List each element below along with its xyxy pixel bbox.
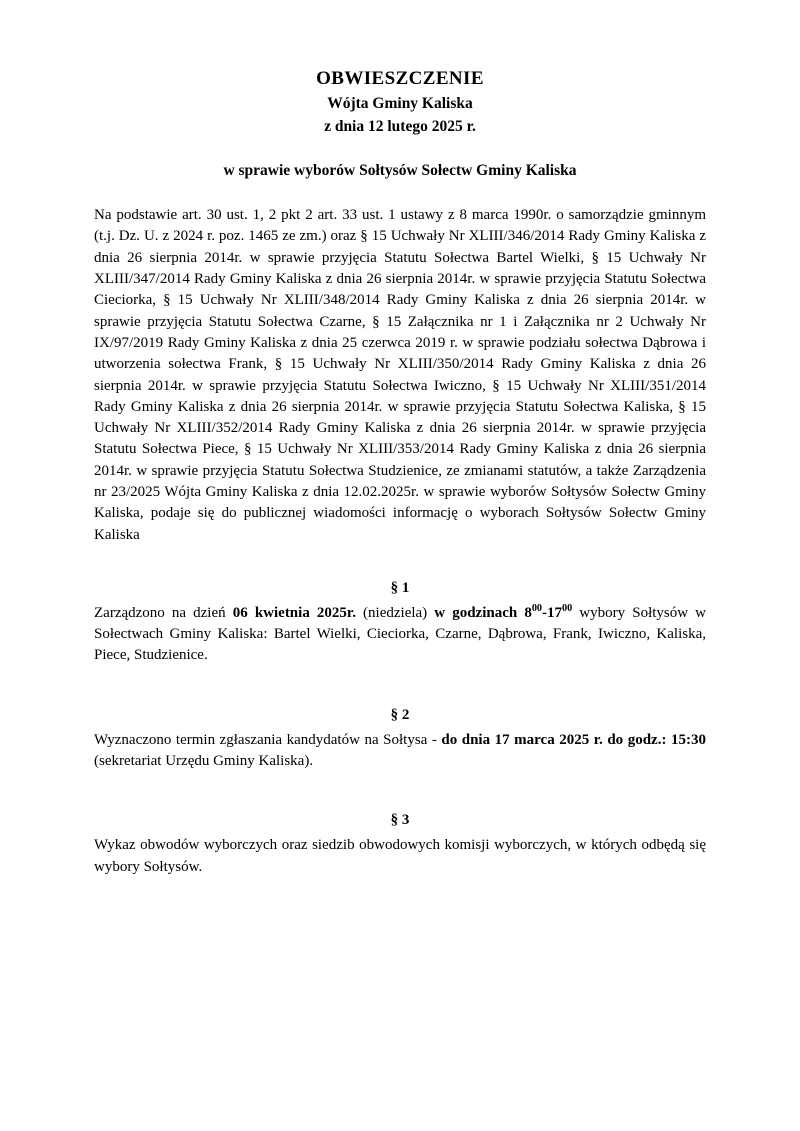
section-1 <box>94 580 706 667</box>
section-1-election-date: 06 kwietnia 2025r. <box>232 604 356 621</box>
section-2-deadline: do dnia 17 marca 2025 r. do godz.: 15:30 <box>441 731 706 748</box>
page-title: OBWIESZCZENIE <box>316 68 484 89</box>
section-1-text-3: wybory Sołtysów w Sołectwach Gminy Kaliska: Bartel Wielki, Cieciorka, Czarne, Dąbrowa, Frank, Iwiczno, Kaliska, Piece, Studzienice. <box>94 604 706 664</box>
section-1-mark: § 1 <box>390 579 410 596</box>
section-1-hours-mid: -17 <box>542 604 563 621</box>
section-2-text-1: Wyznaczono termin zgłaszania kandydatów na Sołtysa - <box>94 731 442 748</box>
document-header <box>94 66 706 138</box>
section-2-text-2: (sekretariat Urzędu Gminy Kaliska). <box>94 753 314 770</box>
section-1-text-2: (niedziela) <box>355 604 435 621</box>
issuing-authority: Wójta Gminy Kaliska <box>327 94 473 112</box>
section-1-hours-prefix: w godzinach 8 <box>434 604 532 621</box>
section-1-hours-sup-start: 00 <box>531 602 543 614</box>
section-2-body <box>94 730 706 773</box>
section-1-hours-sup-end: 00 <box>562 602 573 614</box>
section-3-mark: § 3 <box>390 812 410 829</box>
section-2-mark: § 2 <box>390 706 410 723</box>
section-3 <box>94 812 706 878</box>
section-2 <box>94 707 706 773</box>
section-1-body <box>94 603 706 667</box>
section-3-body: Wykaz obwodów wyborczych oraz siedzib obwodowych komisji wyborczych, w których odbędą się wybory Sołtysów. <box>94 837 706 875</box>
section-1-hours <box>434 602 573 621</box>
section-1-text-1: Zarządzono na dzień <box>94 604 233 621</box>
document-subject: w sprawie wyborów Sołtysów Sołectw Gminy Kaliska <box>223 162 577 180</box>
preamble-paragraph: Na podstawie art. 30 ust. 1, 2 pkt 2 art. 33 ust. 1 ustawy z 8 marca 1990r. o samorządzie gminnym (t.j. Dz. U. z 2024 r. poz. 1465 ze zm.) oraz § 15 Uchwały Nr XLIII/346/2014 Rady Gminy Kaliska z dnia 26 sierpnia 2014r. w sprawie przyjęcia Statutu Sołectwa Bartel Wielki, § 15 Uchwały Nr XLIII/347/2014 Rady Gminy Kaliska z dnia 26 sierpnia 2014r. w sprawie przyjęcia Statutu Sołectwa Cieciorka, § 15 Uchwały Nr XLIII/348/2014 Rady Gminy Kaliska z dnia 26 sierpnia 2014r. w sprawie przyjęcia Statutu Sołectwa Czarne, § 15 Załącznika nr 1 i Załącznika nr 2 Uchwały Nr IX/97/2019 Rady Gminy Kaliska z dnia 25 czerwca 2019 r. w sprawie podziału sołectwa Dąbrowa i utworzenia sołectwa Frank, § 15 Uchwały Nr XLIII/350/2014 Rady Gminy Kaliska z dnia 26 sierpnia 2014r. w sprawie przyjęcia Statutu Sołectwa Iwiczno, § 15 Uchwały Nr XLIII/351/2014 Rady Gminy Kaliska z dnia 26 sierpnia 2014r. w sprawie przyjęcia Statutu Sołectwa Kaliska, § 15 Uchwały Nr XLIII/352/2014 Rady Gminy Kaliska z dnia 26 sierpnia 2014r. w sprawie przyjęcia Statutu Sołectwa Piece, § 15 Uchwały Nr XLIII/353/2014 Rady Gminy Kaliska z dnia 26 sierpnia 2014r. w sprawie przyjęcia Statutu Sołectwa Studzienice, ze zmianami statutów, a także Zarządzenia nr 23/2025 Wójta Gminy Kaliska z dnia 12.02.2025r. w sprawie wyborów Sołtysów Sołectw Gminy Kaliska, podaje się do publicznej wiadomości informację o wyborach Sołtysów Sołectw Gminy Kaliska <box>94 207 706 543</box>
document-date: z dnia 12 lutego 2025 r. <box>324 117 476 135</box>
